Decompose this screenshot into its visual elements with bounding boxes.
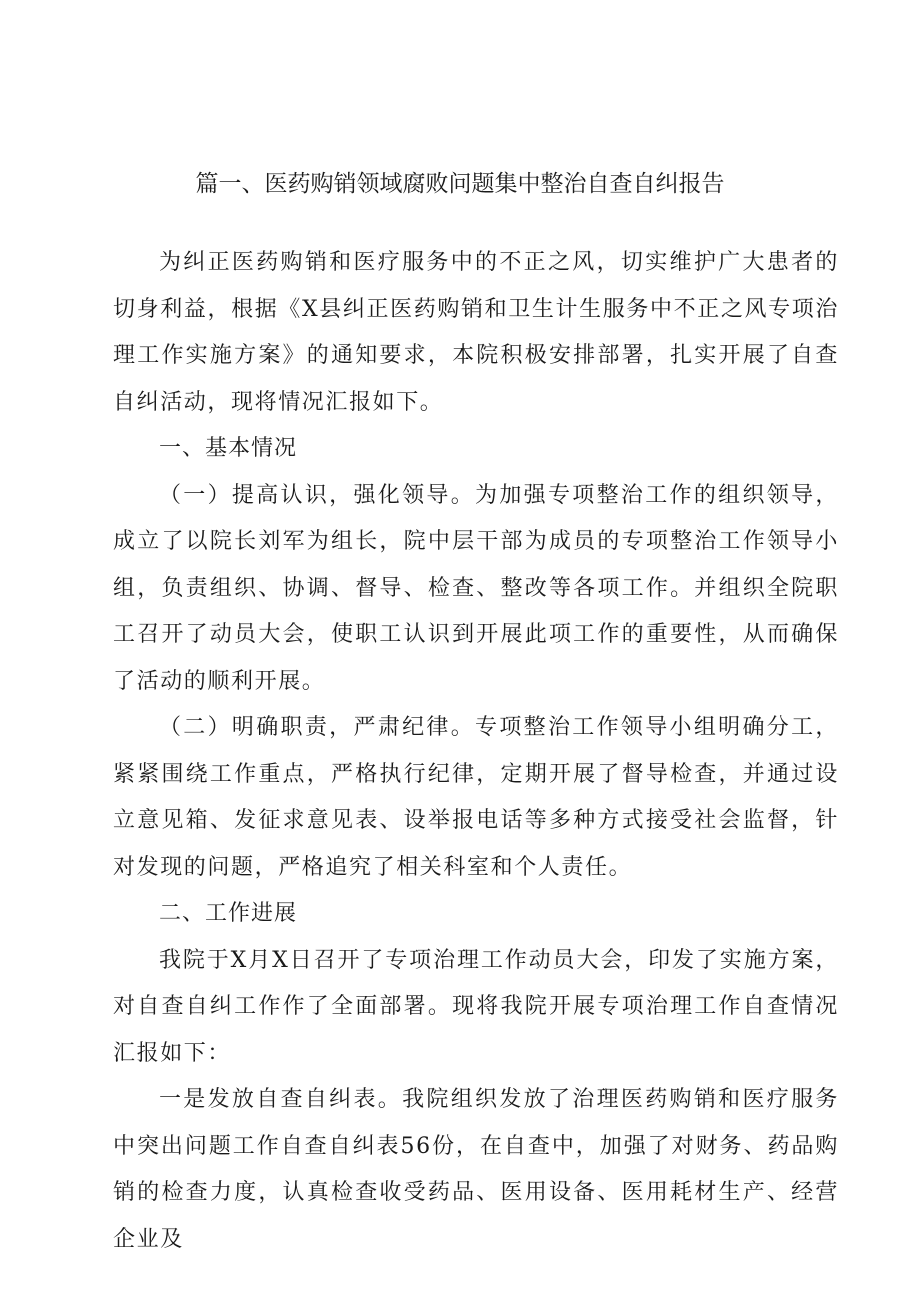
intro-paragraph: 为纠正医药购销和医疗服务中的不正之风，切实维护广大患者的切身利益，根据《X县纠正医药购销和卫生计生服务中不正之风专项治理工作实施方案》的通知要求，本院积极安排部署，扎实开展了自查自纠活动，现将情况汇报如下。	[113, 250, 839, 415]
paragraph-discipline: （二）明确职责，严肃纪律。专项整治工作领导小组明确分工，紧紧围绕工作重点，严格执行纪律，定期开展了督导检查，并通过设立意见箱、发征求意见表、设举报电话等多种方式接受社会监督，针对发现的问题，严格追究了相关科室和个人责任。	[113, 715, 839, 880]
paragraph-mobilization-meeting: 我院于X月X日召开了专项治理工作动员大会，印发了实施方案，对自查自纠工作作了全面部署。现将我院开展专项治理工作自查情况汇报如下：	[113, 947, 839, 1066]
paragraph-leadership: （一）提高认识，强化领导。为加强专项整治工作的组织领导，成立了以院长刘军为组长，院中层干部为成员的专项整治工作领导小组，负责组织、协调、督导、检查、整改等各项工作。并组织全院职工召开了动员大会，使职工认识到开展此项工作的重要性，从而确保了活动的顺利开展。	[113, 482, 839, 694]
document-body	[113, 240, 839, 1263]
paragraph-self-check-forms: 一是发放自查自纠表。我院组织发放了治理医药购销和医疗服务中突出问题工作自查自纠表56份，在自查中，加强了对财务、药品购销的检查力度，认真检查收受药品、医用设备、医用耗材生产、经营企业及	[113, 1087, 839, 1252]
section-heading-work-progress: 二、工作进展	[159, 901, 298, 926]
document-title: 篇一、医药购销领域腐败问题集中整治自查自纠报告	[195, 171, 725, 197]
section-heading-basic-situation: 一、基本情况	[159, 436, 298, 461]
